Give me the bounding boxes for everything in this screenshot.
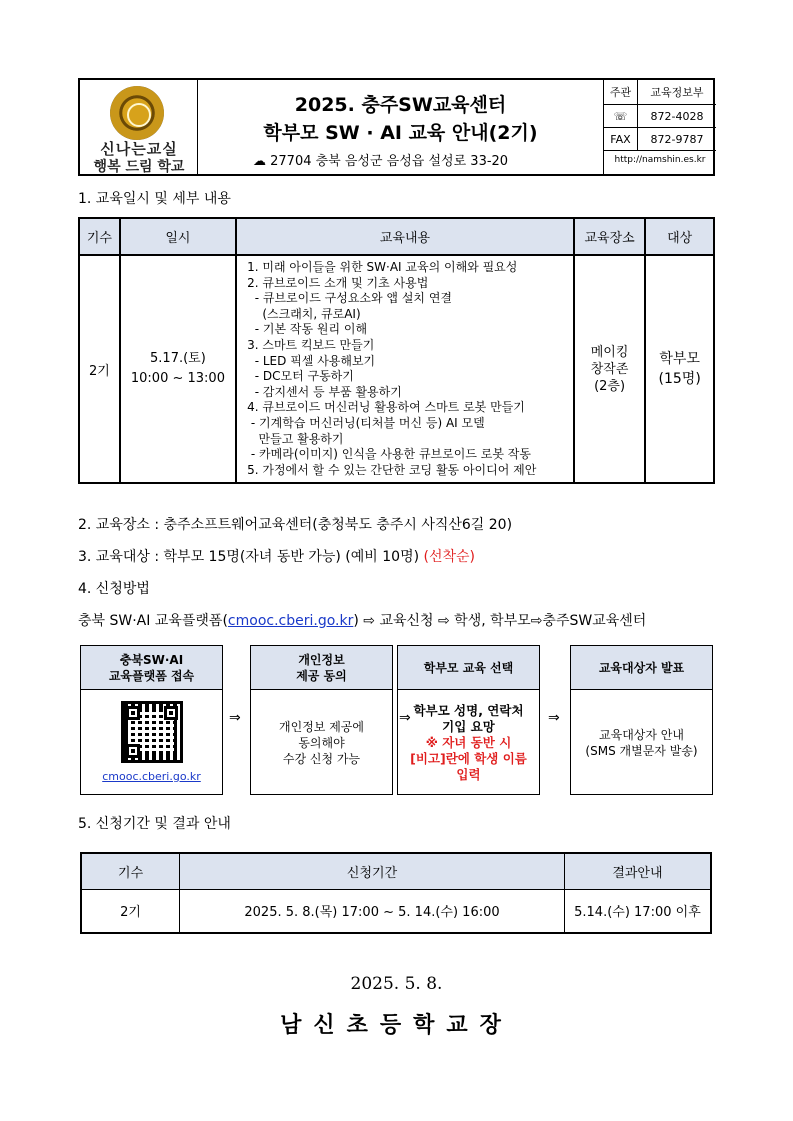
place-line: 창작존: [590, 361, 629, 377]
content-line: - 기계학습 머신러닝(티처블 머신 등) AI 모델: [247, 415, 485, 430]
principal-signature: 남신초등학교장: [280, 1013, 513, 1038]
qr-code-icon[interactable]: [121, 701, 183, 763]
step-body-line: 동의해야: [298, 735, 345, 750]
apply-path-prefix: 충북 SW·AI 교육플랫폼(: [78, 613, 228, 629]
title-cell: [198, 80, 603, 174]
content-line: - 감지센서 등 부품 활용하기: [247, 384, 402, 399]
step-note-line: [비고]란에 학생 이름: [410, 750, 527, 766]
step-body-line: 교육대상자 안내: [599, 727, 684, 742]
place-line: 메이킹: [590, 344, 629, 360]
logo-slogan: 신나는교실: [100, 140, 178, 158]
section-4-heading: 4. 신청방법: [78, 581, 150, 597]
step-parent-select: [397, 645, 540, 795]
info-key: FAX: [604, 128, 638, 150]
school-seal-icon: [110, 86, 164, 140]
step-header-line: 교육플랫폼 접속: [108, 668, 195, 683]
term-cell: 2기: [81, 889, 180, 933]
step-announcement: [570, 645, 713, 795]
content-line: 만들고 활용하기: [247, 431, 344, 446]
content-line: - 기본 작동 원리 이해: [247, 322, 368, 337]
step-privacy-consent: [250, 645, 393, 795]
platform-qr-link[interactable]: cmooc.cberi.go.kr: [102, 769, 201, 783]
step-body: [398, 691, 539, 794]
info-value: 872-4028: [650, 110, 704, 123]
phone-icon: ☏: [604, 105, 638, 127]
target-line: 학부모: [659, 351, 700, 368]
address-text: 27704 충북 음성군 음성읍 설성로 33-20: [270, 154, 509, 169]
column-header: 일시: [120, 218, 236, 255]
info-row-fax: [604, 128, 716, 151]
step-header-line: 개인정보: [298, 652, 345, 667]
content-cell: [236, 255, 574, 483]
content-list: [247, 260, 567, 478]
step-body: [571, 691, 712, 794]
content-line: - DC모터 구동하기: [247, 369, 354, 384]
target-line: (15명): [658, 371, 701, 388]
column-header: 교육장소: [574, 218, 646, 255]
logo-subslogan: 행복 드림 학교: [93, 159, 185, 175]
table-row: [81, 889, 711, 933]
content-line: - 큐브로이드 구성요소와 앱 설치 연결: [247, 291, 453, 306]
target-cell: [645, 255, 714, 483]
document-header: [78, 78, 715, 176]
school-logo-cell: [80, 80, 198, 174]
content-line: 5. 가정에서 할 수 있는 간단한 코딩 활동 아이디어 제안: [247, 462, 537, 477]
period-cell: 2025. 5. 8.(목) 17:00 ~ 5. 14.(수) 16:00: [180, 889, 565, 933]
table-header-row: [81, 853, 711, 889]
step-header: [571, 646, 712, 690]
info-value: 872-9787: [650, 133, 704, 146]
date-text: 5.17.(토): [150, 351, 206, 367]
content-line: 4. 큐브로이드 머신러닝 활용하여 스마트 로봇 만들기: [247, 400, 525, 415]
section-5-heading: 5. 신청기간 및 결과 안내: [78, 816, 231, 832]
document-subtitle: 학부모 SW · AI 교육 안내(2기): [263, 122, 538, 144]
column-header: 기수: [79, 218, 120, 255]
content-line: 3. 스마트 킥보드 만들기: [247, 337, 375, 352]
info-value: 교육정보부: [650, 86, 704, 99]
step-body-line: 기입 요망: [442, 718, 495, 734]
step-body-line: 학부모 성명, 연락처: [413, 702, 524, 718]
step-body: [251, 691, 392, 794]
step-body: [81, 691, 222, 794]
step-header: [81, 646, 222, 690]
result-cell: 5.14.(수) 17:00 이후: [564, 889, 711, 933]
first-come-badge: (선착순): [423, 549, 476, 565]
step-header-line: 제공 동의: [296, 668, 347, 683]
content-line: - LED 픽셀 사용해보기: [247, 353, 376, 368]
time-text: 10:00 ~ 13:00: [130, 371, 225, 387]
table-header-row: [79, 218, 714, 255]
step-body-line: 개인정보 제공에: [279, 719, 364, 734]
column-header: 신청기간: [180, 853, 565, 889]
table-row: [79, 255, 714, 483]
school-address: [253, 150, 508, 169]
application-period-table: [80, 852, 712, 934]
contact-info: [603, 80, 715, 174]
content-line: 1. 미래 아이들을 위한 SW·AI 교육의 이해와 필요성: [247, 260, 518, 274]
step-header-line: 충북SW·AI: [119, 652, 184, 667]
cloud-icon: ☁: [253, 154, 266, 169]
step-header: [398, 646, 539, 690]
school-url-link[interactable]: http://namshin.es.kr: [614, 155, 706, 165]
arrow-icon: ⇒: [229, 710, 241, 726]
platform-link[interactable]: cmooc.cberi.go.kr: [227, 613, 354, 629]
column-header: 교육내용: [236, 218, 574, 255]
arrow-icon: ⇒: [548, 710, 560, 726]
column-header: 대상: [645, 218, 714, 255]
step-header: [251, 646, 392, 690]
term-cell: 2기: [79, 255, 120, 483]
section-1-heading: 1. 교육일시 및 세부 내용: [78, 191, 231, 207]
info-row-department: [604, 80, 716, 105]
step-note-line: ※ 자녀 동반 시: [425, 734, 512, 750]
document-date: 2025. 5. 8.: [350, 974, 443, 994]
place-cell: [574, 255, 646, 483]
step-header-line: 학부모 교육 선택: [423, 660, 514, 675]
datetime-cell: [120, 255, 236, 483]
step-body-line: (SMS 개별문자 발송): [585, 743, 698, 758]
schedule-table: [78, 217, 715, 484]
info-key: 주관: [604, 80, 638, 104]
step-header-line: 교육대상자 발표: [598, 660, 685, 675]
document-title: 2025. 충주SW교육센터: [294, 94, 507, 116]
info-row-phone: [604, 105, 716, 128]
section-2-place: 2. 교육장소 : 충주소프트웨어교육센터(충청북도 충주시 사직산6길 20): [78, 517, 513, 533]
step-body-line: 수강 신청 가능: [282, 751, 361, 766]
content-line: - 카메라(이미지) 인식을 사용한 큐브로이드 로봇 작동: [247, 447, 531, 462]
column-header: 기수: [81, 853, 180, 889]
step-platform-access: [80, 645, 223, 795]
apply-path-suffix: ) ⇨ 교육신청 ⇨ 학생, 학부모⇨충주SW교육센터: [353, 613, 647, 629]
place-line: (2층): [594, 378, 626, 394]
content-line: 2. 큐브로이드 소개 및 기초 사용법: [247, 275, 429, 290]
apply-path: [78, 610, 646, 630]
step-note-line: 입력: [456, 766, 481, 782]
content-line: (스크래치, 큐로AI): [247, 306, 361, 321]
target-text: 3. 교육대상 : 학부모 15명(자녀 동반 가능) (예비 10명): [78, 549, 424, 565]
arrow-icon: ⇒: [399, 710, 411, 726]
section-3-target: [78, 546, 475, 566]
column-header: 결과안내: [564, 853, 711, 889]
